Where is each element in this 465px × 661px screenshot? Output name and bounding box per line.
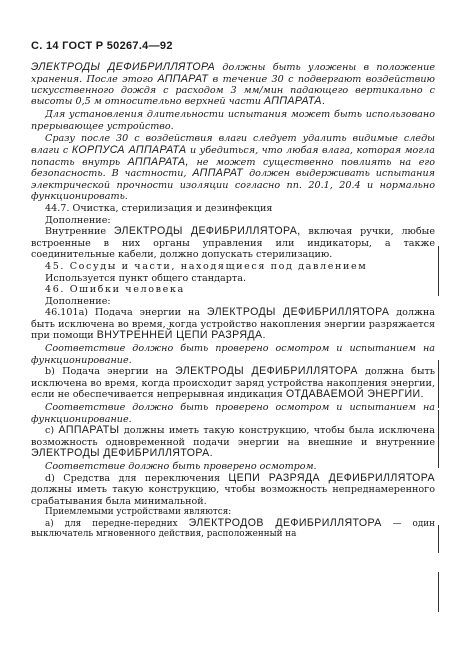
- paragraph-rain-test: ЭЛЕКТРОДЫ ДЕФИБРИЛЛЯТОРА должны быть уложены в положение хранения. После этого АППАРАТ в течение 30 с подвергают воздействию искусственного дождя с расходом 3 мм/мин падающего вертикально с высоты 0,5 м относительно верхней части АППАРАТА.: [31, 61, 435, 108]
- paragraph-46-101-a: 46.101а) Подача энергии на ЭЛЕКТРОДЫ ДЕФИБРИЛЛЯТОРА должна быть исключена во время, когда устройство накопления энергии разряжается при помощи ВНУТРЕННЕЙ ЦЕПИ РАЗРЯДА.: [31, 306, 435, 342]
- term-defib-electrodes: ЭЛЕКТРОДЫ ДЕФИБРИЛЛЯТОРА: [31, 61, 216, 73]
- term-apparatuses: АППАРАТЫ: [58, 424, 120, 437]
- term-defib-discharge-circuit: ЦЕПИ РАЗРЯДА ДЕФИБРИЛЛЯТОРА: [228, 471, 436, 484]
- paragraph-46-101-c: с) АППАРАТЫ должны иметь такую конструкцию, чтобы была исключена возможность одновременной подачи энергии на внешние и внутренние ЭЛЕКТРОДЫ ДЕФИБРИЛЛЯТОРА.: [31, 424, 435, 460]
- page-header: С. 14 ГОСТ Р 50267.4—92: [31, 40, 173, 52]
- term-delivered-energy: ОТДАВАЕМОЙ ЭНЕРГИИ: [285, 388, 421, 401]
- term-apparatus: АППАРАТА,: [127, 155, 189, 168]
- compliance-check-b: Соответствие должно быть проверено осмотром и испытанием на функционирование.: [31, 402, 435, 425]
- section-45-body: Используется пункт общего стандарта.: [45, 272, 246, 284]
- revision-bar: [438, 410, 439, 468]
- paragraph-interrupt-device: Для установления длительности испытания может быть использовано прерывающее устройство.: [31, 109, 435, 132]
- supplement-label: Дополнение:: [45, 214, 111, 226]
- document-body: [31, 62, 435, 540]
- revision-bar: [438, 572, 439, 612]
- term-defib-electrodes: ЭЛЕКТРОДЫ ДЕФИБРИЛЛЯТОРА: [175, 365, 358, 378]
- term-defib-electrodes: ЭЛЕКТРОДЫ ДЕФИБРИЛЛЯТОРА,: [113, 225, 301, 238]
- revision-bar: [438, 246, 439, 296]
- term-apparatus: АППАРАТ: [157, 72, 209, 85]
- term-defib-electrodes: ЭЛЕКТРОДОВ ДЕФИБРИЛЛЯТОРА: [188, 516, 382, 529]
- paragraph-46-101-d: d) Средства для переключения ЦЕПИ РАЗРЯДА ДЕФИБРИЛЛЯТОРА должны иметь такую конструкцию, чтобы возможность непреднамеренного срабатывания была минимальной.: [31, 471, 436, 507]
- paragraph-46-101-b: b) Подача энергии на ЭЛЕКТРОДЫ ДЕФИБРИЛЛЯТОРА должна быть исключена во время, когда происходит заряд устройства накопления энергии, если не обеспечивается непрерывная индикация ОТДАВАЕМОЙ ЭНЕРГИИ.: [31, 365, 435, 401]
- section-46-heading: 46. Ошибки человека: [45, 284, 185, 296]
- term-apparatus: АППАРАТ: [192, 167, 244, 180]
- term-internal-discharge-circuit: ВНУТРЕННЕЙ ЦЕПИ РАЗРЯДА: [96, 329, 263, 342]
- paragraph-internal-electrodes: Внутренние ЭЛЕКТРОДЫ ДЕФИБРИЛЛЯТОРА, включая ручки, любые встроенные в них органы управления или индикаторы, а также соединительные кабели, должно допускать стерилизацию.: [31, 225, 435, 261]
- compliance-check-a: Соответствие должно быть проверено осмотром и испытанием на функционирование.: [31, 343, 435, 366]
- term-defib-electrodes: ЭЛЕКТРОДЫ ДЕФИБРИЛЛЯТОРА: [206, 306, 390, 319]
- section-44-7-heading: 44.7. Очистка, стерилизация и дезинфекция: [45, 202, 273, 214]
- term-apparatus: АППАРАТА: [264, 95, 322, 108]
- paragraph-remove-moisture: Сразу после 30 с воздействия влаги следует удалить видимые следы влаги с КОРПУСА АППАРАТА и убедиться, что любая влага, которая могла попасть внутрь АППАРАТА, не может существенно повлиять на его безопасность. В частности, АППАРАТ должен выдерживать испытания электрической прочности изоляции согласно пп. 20.1, 20.4 и нормально функционировать.: [31, 133, 435, 203]
- compliance-check-c: Соответствие должно быть проверено осмотром.: [45, 461, 317, 472]
- section-45-heading: 45. Сосуды и части, находящиеся под давлением: [45, 260, 368, 272]
- revision-bar: [438, 360, 439, 408]
- revision-bar: [438, 525, 439, 553]
- supplement-label: Дополнение:: [45, 295, 111, 307]
- term-defib-electrodes: ЭЛЕКТРОДЫ ДЕФИБРИЛЛЯТОРА: [31, 447, 210, 460]
- paragraph-acceptable-devices: Приемлемыми устройствами являются:: [45, 507, 232, 518]
- term-apparatus-case: КОРПУСА АППАРАТА: [71, 143, 187, 156]
- paragraph-front-front-electrodes: а) для передне-передних ЭЛЕКТРОДОВ ДЕФИБРИЛЛЯТОРА — один выключатель мгновенного действия, расположенный на: [31, 516, 435, 540]
